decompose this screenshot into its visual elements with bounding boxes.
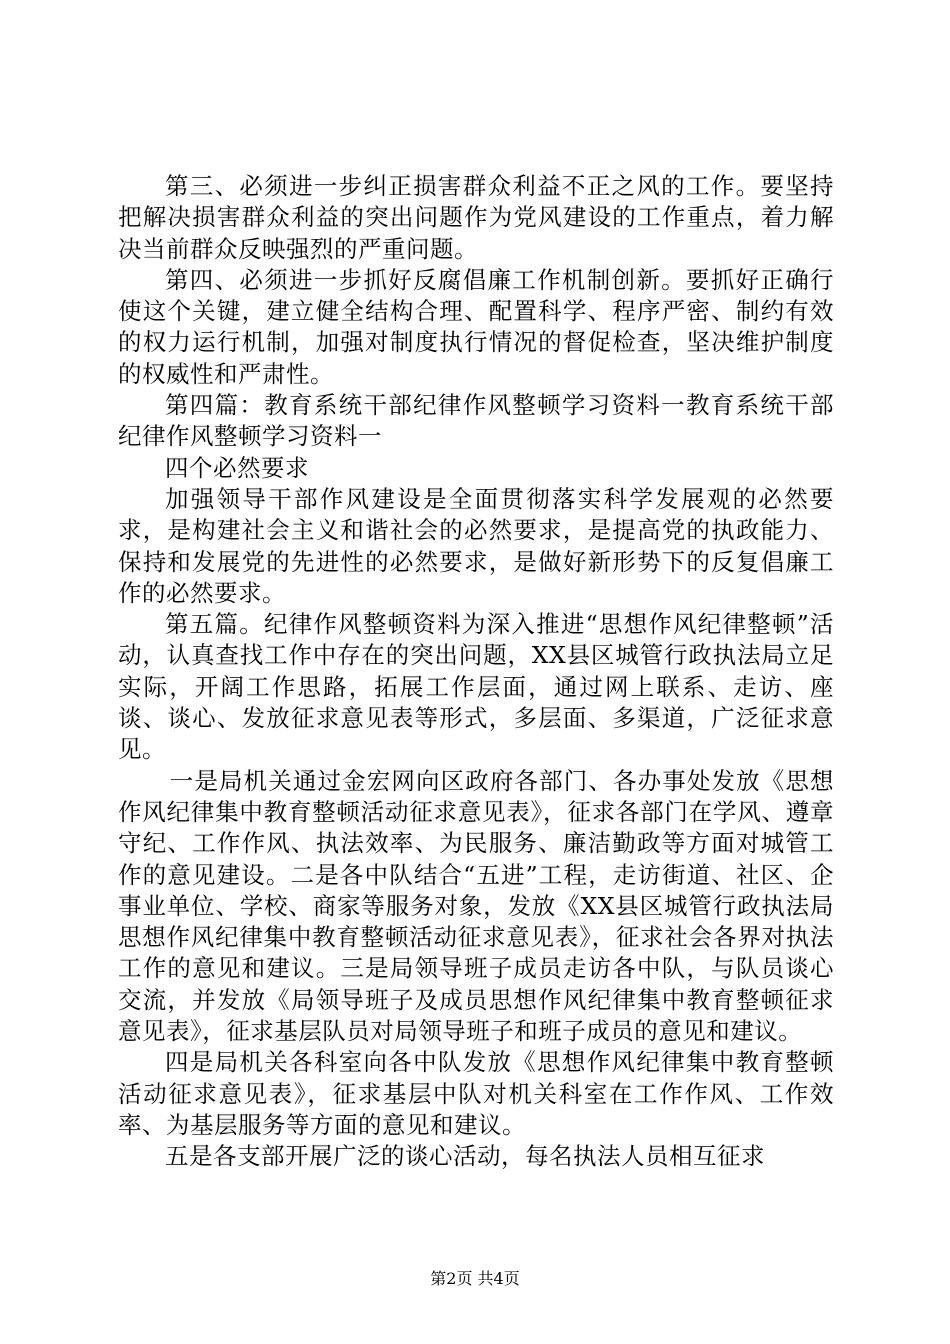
paragraph-measure-five: 五是各支部开展广泛的谈心活动，每名执法人员相互征求 — [165, 1142, 765, 1171]
paragraph-measures-one-to-three: 一是局机关通过金宏网向区政府各部门、各办事处发放《思想作风纪律集中教育整顿活动征求意见表》，征求各部门在学风、遵章守纪、工作作风、执法效率、为民服务、廉洁勤政等方面对城管工作的意见建设。二是各中队结合“五进”工程，走访街道、社区、企事业单位、学校、商家等服务对象，发放《XX县区城管行政执法局思想作风纪律集中教育整顿活动征求意见表》，征求社会各界对执法工作的意见和建议。三是局领导班子成员走访各中队，与队员谈心交流，并发放《局领导班子及成员思想作风纪律集中教育整顿征求意见表》，征求基层队员对局领导班子和班子成员的意见和建议。 — [118, 766, 834, 1046]
section-heading-part-five: 第五篇。纪律作风整顿资料为深入推进“思想作风纪律整顿”活动，认真查找工作中存在的突出问题，XX县区城管行政执法局立足实际，开阔工作思路，拓展工作层面，通过网上联系、走访、座谈、谈心、发放征求意见表等形式，多层面、多渠道，广泛征求意见。 — [118, 610, 834, 764]
page-number-label: 第2页 共4页 — [430, 1269, 520, 1288]
subheading-four-requirements: 四个必然要求 — [165, 453, 309, 482]
paragraph-third-point: 第三、必须进一步纠正损害群众利益不正之风的工作。要坚持把解决损害群众利益的突出问题作为党风建设的工作重点，着力解决当前群众反映强烈的严重问题。 — [118, 172, 834, 263]
paragraph-measure-four: 四是局机关各科室向各中队发放《思想作风纪律集中教育整顿活动征求意见表》，征求基层中队对机关科室在工作作风、工作效率、为基层服务等方面的意见和建议。 — [118, 1048, 834, 1139]
document-body — [118, 171, 834, 1173]
paragraph-requirements: 加强领导干部作风建设是全面贯彻落实科学发展观的必然要求，是构建社会主义和谐社会的必然要求，是提高党的执政能力、保持和发展党的先进性的必然要求，是做好新形势下的反复倡廉工作的必然要求。 — [118, 484, 834, 607]
page-footer — [0, 1269, 950, 1289]
paragraph-fourth-point: 第四、必须进一步抓好反腐倡廉工作机制创新。要抓好正确行使这个关键，建立健全结构合理、配置科学、程序严密、制约有效的权力运行机制，加强对制度执行情况的督促检查，坚决维护制度的权威性和严肃性。 — [118, 265, 834, 388]
section-heading-part-four: 第四篇：教育系统干部纪律作风整顿学习资料一教育系统干部纪律作风整顿学习资料一 — [118, 391, 834, 451]
